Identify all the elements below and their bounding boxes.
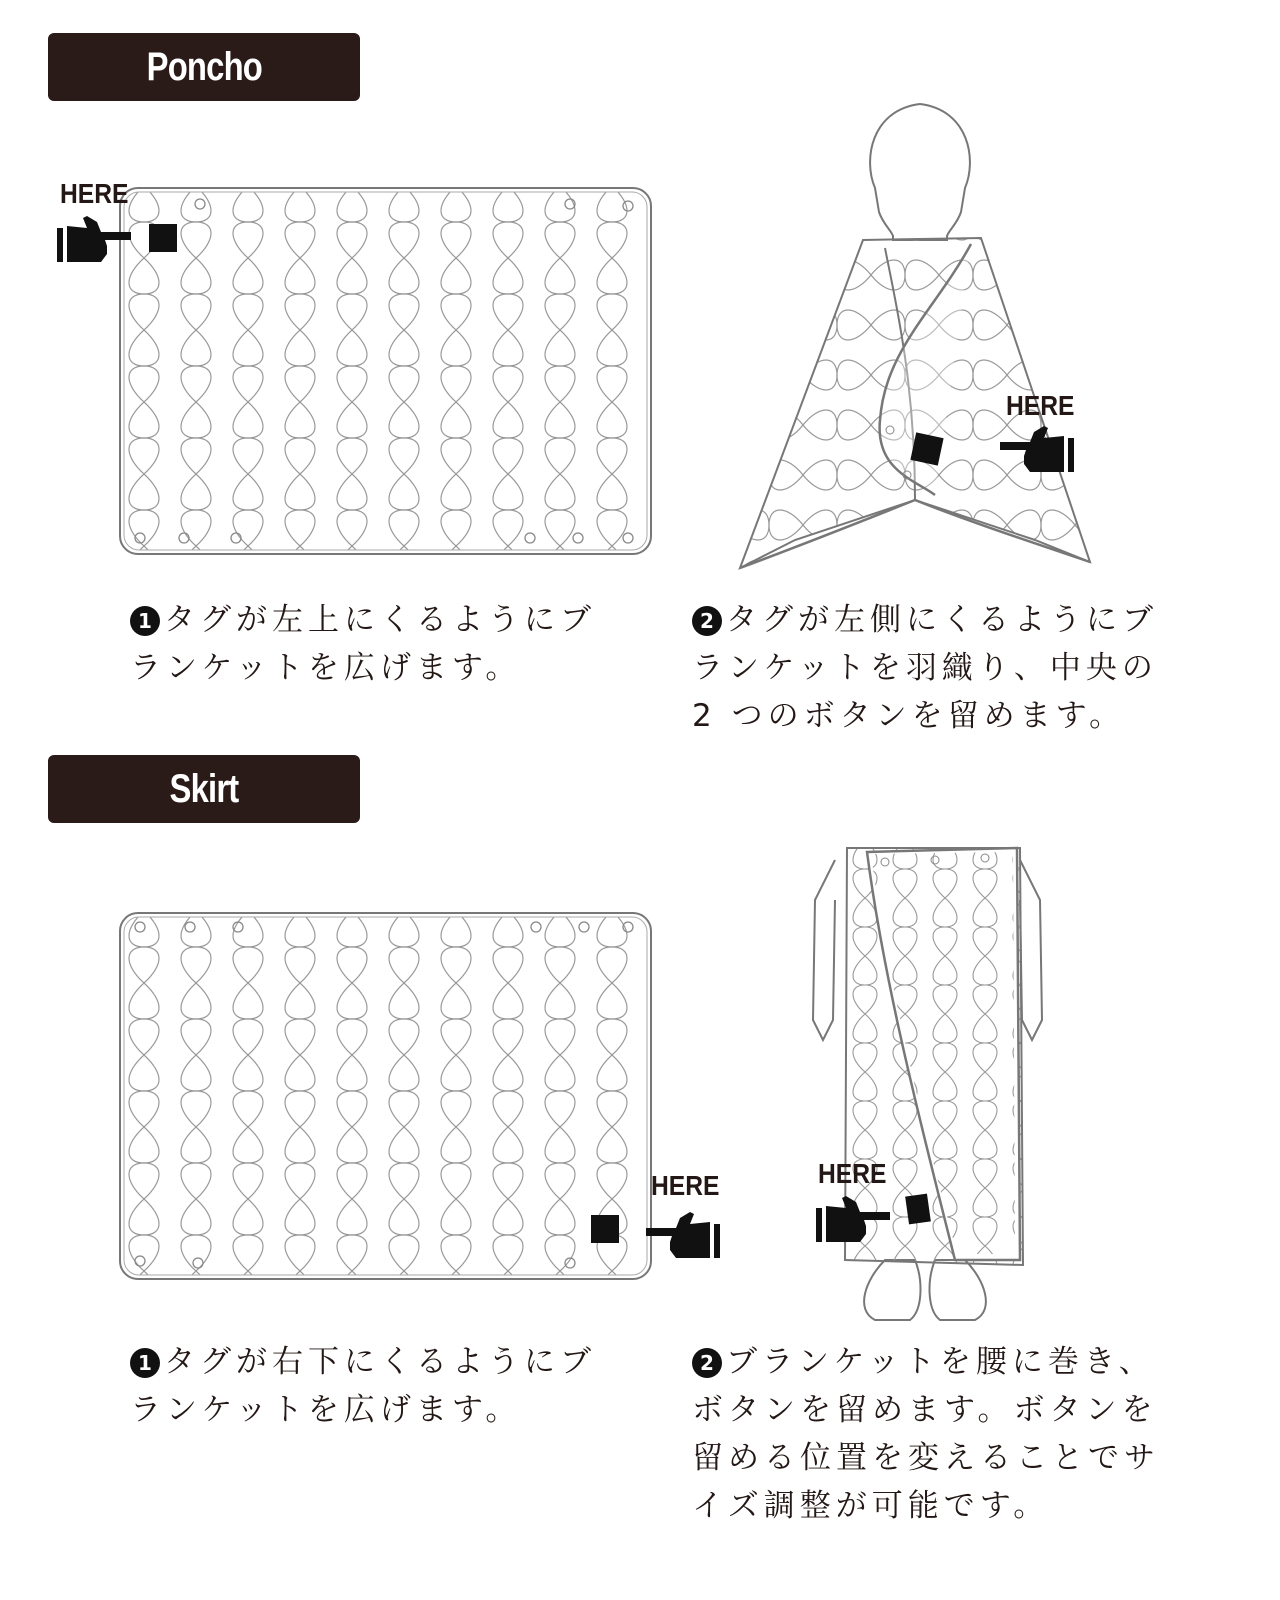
tag-marker — [910, 432, 943, 465]
pointing-hand-icon — [816, 1190, 892, 1246]
here-label: HERE — [1006, 390, 1075, 421]
skirt-section-header — [48, 755, 360, 823]
tag-marker — [149, 224, 177, 252]
poncho-step-2 — [692, 596, 1182, 740]
skirt-step-1 — [130, 1338, 620, 1434]
pointing-hand-icon — [644, 1206, 720, 1262]
step-text: タグが左上にくるようにブランケットを広げます。 — [130, 602, 596, 686]
poncho-step-1 — [130, 596, 620, 692]
step-number-badge: 2 — [692, 1348, 722, 1378]
poncho-worn-illustration — [735, 100, 1095, 575]
pointing-hand-icon — [57, 210, 133, 266]
step-number-badge: 2 — [692, 606, 722, 636]
poncho-section-header — [48, 33, 360, 101]
step-text: タグが右下にくるようにブランケットを広げます。 — [130, 1344, 596, 1428]
tag-marker — [591, 1215, 619, 1243]
skirt-flat-blanket-illustration — [118, 911, 653, 1281]
skirt-step-2 — [692, 1338, 1182, 1530]
tag-marker — [905, 1194, 931, 1225]
poncho-flat-blanket-illustration — [118, 186, 653, 556]
skirt-title: Skirt — [169, 766, 239, 811]
step-text: ブランケットを腰に巻き、ボタンを留めます。ボタンを留める位置を変えることでサイズ調整が可能です。 — [692, 1344, 1160, 1524]
here-label: HERE — [651, 1170, 720, 1201]
pointing-hand-icon — [998, 424, 1074, 480]
poncho-title: Poncho — [146, 44, 262, 89]
step-number-badge: 1 — [130, 1348, 160, 1378]
step-number-badge: 1 — [130, 606, 160, 636]
here-label: HERE — [60, 178, 129, 209]
here-label: HERE — [818, 1158, 887, 1189]
step-text: タグが左側にくるようにブランケットを羽織り、中央の 2 つのボタンを留めます。 — [692, 602, 1158, 734]
skirt-worn-illustration — [805, 840, 1050, 1325]
